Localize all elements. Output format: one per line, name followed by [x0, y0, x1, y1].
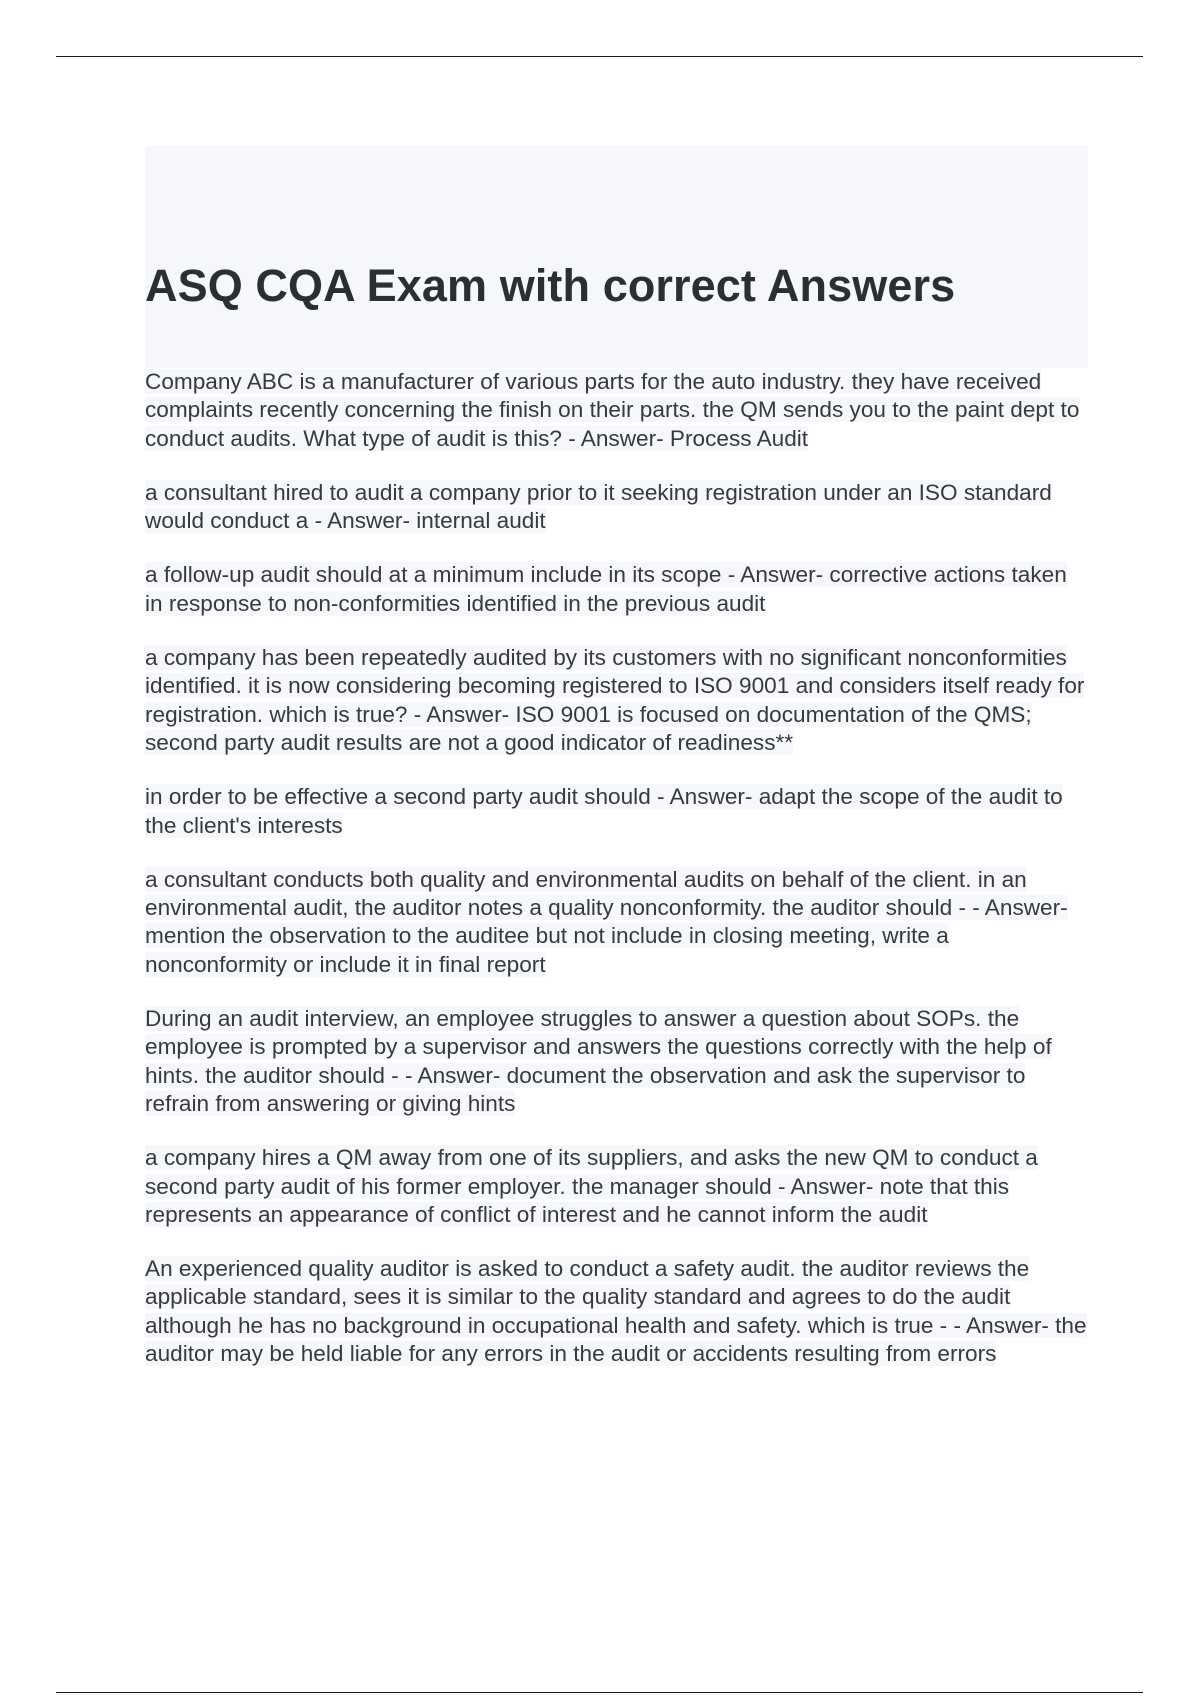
qa-text: During an audit interview, an employee struggles to answer a question about SOPs. the employee is prompted by a supervisor and answers the questions correctly with the help of hints. the auditor should - - Answer- document the observation and ask the supervisor to refrain from answering or giving hints [145, 1006, 1052, 1116]
document-title: ASQ CQA Exam with correct Answers [145, 260, 956, 311]
qa-item [145, 783, 1088, 840]
qa-item [145, 1005, 1088, 1118]
qa-item [145, 866, 1088, 979]
qa-text: a consultant hired to audit a company prior to it seeking registration under an ISO standard would conduct a - Answer- internal audit [145, 479, 1052, 534]
top-rule [56, 56, 1143, 57]
qa-text: in order to be effective a second party audit should - Answer- adapt the scope of the audit to the client's interests [145, 784, 1063, 838]
qa-item [145, 479, 1088, 536]
title-block [145, 146, 1088, 368]
qa-item [145, 561, 1088, 618]
qa-text: An experienced quality auditor is asked to conduct a safety audit. the auditor reviews the applicable standard, sees it is similar to the quality standard and agrees to do the audit although he has no background in occupational health and safety. which is true - - Answer- the auditor may be held liable for any errors in the audit or accidents resulting from errors [145, 1256, 1087, 1367]
qa-item [145, 1144, 1088, 1229]
bottom-rule [56, 1692, 1143, 1693]
qa-list [145, 368, 1088, 1394]
qa-text: Company ABC is a manufacturer of various parts for the auto industry. they have received complaints recently concerning the finish on their parts. the QM sends you to the paint dept to conduct audits. What type of audit is this? - Answer- Process Audit [145, 369, 1080, 451]
qa-text: a company has been repeatedly audited by its customers with no significant nonconformities identified. it is now considering becoming registered to ISO 9001 and considers itself ready for registration. which is true? - Answer- ISO 9001 is focused on documentation of the QMS; second party audit results are not a good indicator of readiness** [145, 645, 1085, 755]
qa-item [145, 368, 1088, 453]
qa-text: a follow-up audit should at a minimum include in its scope - Answer- corrective actions taken in response to non-conformities identified in the previous audit [145, 562, 1067, 616]
qa-item [145, 644, 1088, 757]
qa-text: a consultant conducts both quality and environmental audits on behalf of the client. in an environmental audit, the auditor notes a quality nonconformity. the auditor should - - Answer- mention the observation to the auditee but not include in closing meeting, write a nonconformity or include it in final report [145, 866, 1068, 977]
qa-item [145, 1255, 1088, 1368]
qa-text: a company hires a QM away from one of its suppliers, and asks the new QM to conduct a second party audit of his former employer. the manager should - Answer- note that this represents an appearance of conflict of interest and he cannot inform the audit [145, 1145, 1038, 1227]
